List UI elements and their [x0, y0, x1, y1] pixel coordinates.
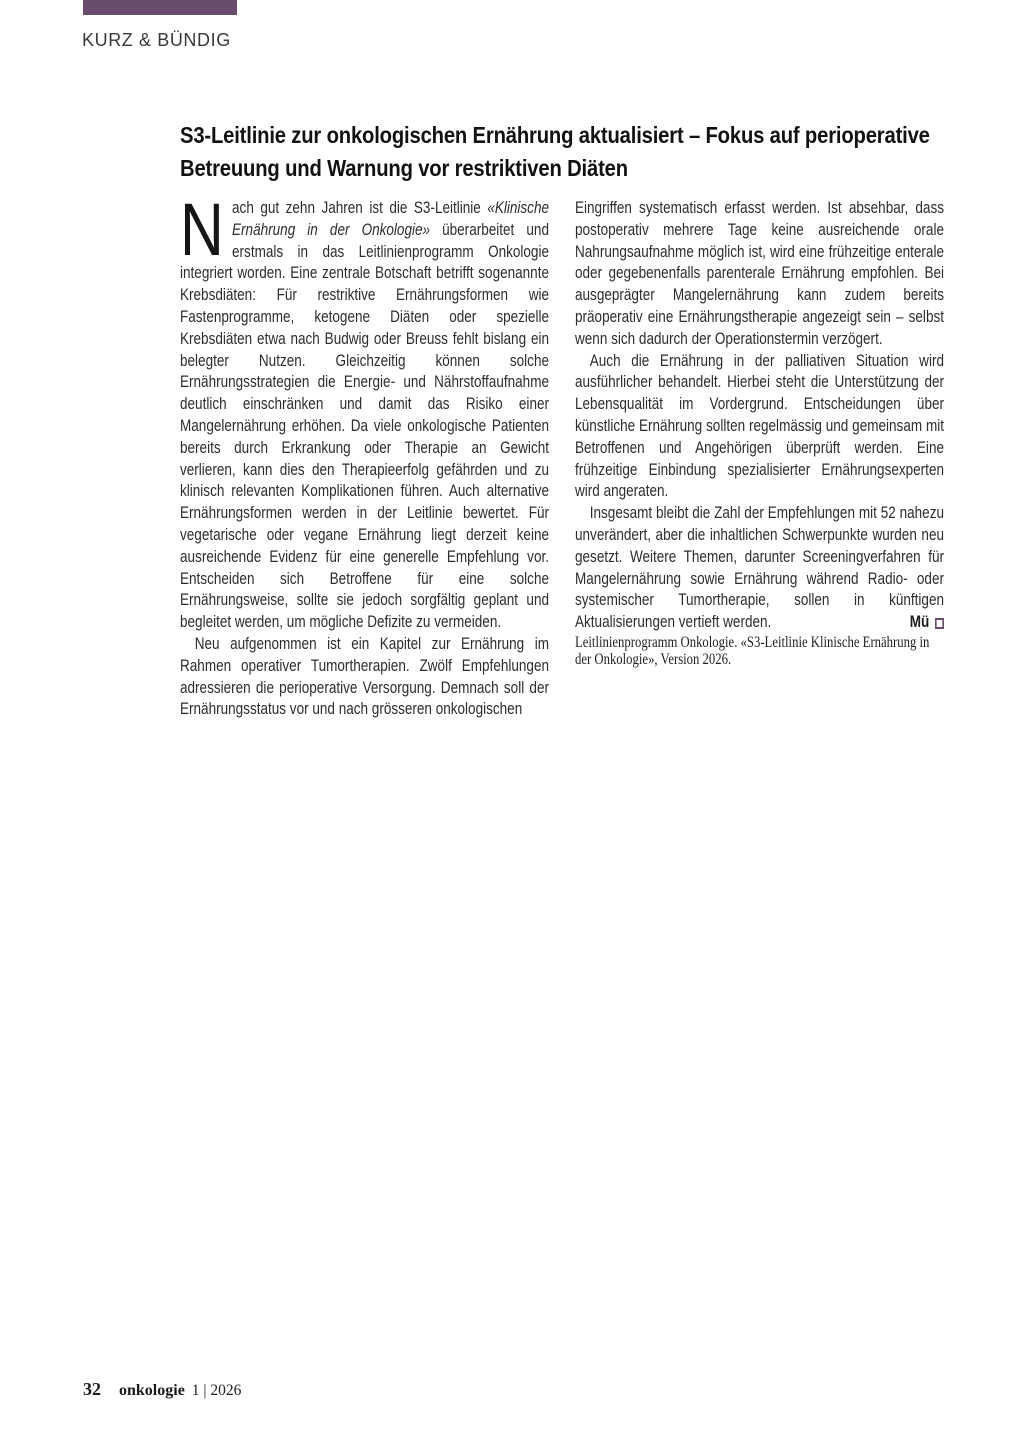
paragraph: [575, 351, 944, 504]
paragraph: [180, 188, 549, 634]
text-segment: «Klinische Ernährung in der Onkologie»: [232, 199, 549, 239]
paragraph: [180, 634, 549, 721]
article-column-right: [575, 198, 944, 669]
text-segment: Auch die Ernährung in der palliativen Situation wird ausführlicher behandelt. Hierbei steht die Unterstützung der Lebensqualität im Vordergrund. Entscheidungen über künstliche Ernährung sollten regelmässig und gemeinsam mit Betroffenen und Angehörigen überprüft werden. Eine frühzeitige Einbindung spezialisierter Ernährungsexperten wird angeraten.: [575, 351, 944, 501]
journal-name: onkologie: [119, 1382, 185, 1399]
article-title: S3-Leitlinie zur onkologischen Ernährung aktualisiert – Fokus auf perioperative Betreuung und Warnung vor restriktiven Diäten: [180, 122, 930, 181]
text-segment: Insgesamt bleibt die Zahl der Empfehlungen mit 52 nahezu unverändert, aber die inhaltlichen Schwerpunkte wurden neu gesetzt. Weitere Themen, darunter Screeningverfahren für Mangelernährung sowie Ernährung während Radio- oder systemischer Tumortherapie, sollen in künftigen Aktualisierungen vertieft werden.: [575, 504, 944, 632]
page-number: 32: [83, 1379, 101, 1399]
reference-citation: Leitlinienprogramm Onkologie. «S3-Leitlinie Klinische Ernährung in der Onkologie», Version 2026.: [575, 633, 930, 669]
text-segment: überarbeitet und erstmals in das Leitlinienprogramm Onkologie integriert worden. Eine zentrale Botschaft betrifft sogenannte Krebsdiäten: Für restriktive Ernährungsformen wie Fastenprogramme, ketogene Diäten oder spezielle Krebsdiäten etwa nach Budwig oder Breuss fehlt bislang ein belegter Nutzen. Gleichzeitig können solche Ernährungsstrategien die Energie- und Nährstoffaufnahme deutlich einschränken und damit das Risiko einer Mangelernährung erhöhen. Da viele onkologische Patienten bereits durch Erkrankung oder Therapie an Gewicht verlieren, kann dies den Therapieerfolg gefährden und zu klinisch relevanten Komplikationen führen. Auch alternative Ernährungsformen werden in der Leitlinie bewertet. Für vegetarische oder vegane Ernährung liegt derzeit keine ausreichende Evidenz für eine generelle Empfehlung vor. Entscheiden sich Betroffene für eine solche Ernährungsweise, sollte sie jedoch sorgfältig geplant und begleitet werden, um mögliche Defizite zu vermeiden.: [180, 220, 549, 632]
page-footer: [83, 1379, 241, 1400]
author-initials: Mü: [909, 613, 930, 632]
paragraph: [575, 198, 944, 351]
text-segment: ach gut zehn Jahren ist die S3-Leitlinie: [232, 199, 488, 217]
author-signature: [895, 612, 944, 634]
dropcap-letter: N: [180, 188, 224, 271]
text-segment: Neu aufgenommen ist ein Kapitel zur Ernährung im Rahmen operativer Tumortherapien. Zwölf Empfehlungen adressieren die perioperative Versorgung. Demnach soll der Ernährungsstatus vor und nach grösseren onkologischen: [180, 634, 549, 719]
text-segment: Eingriffen systematisch erfasst werden. Ist absehbar, dass postoperativ mehrere Tage keine ausreichende orale Nahrungsaufnahme möglich ist, wird eine frühzeitige enterale oder gegebenenfalls parenterale Ernährung empfohlen. Bei ausgeprägter Mangelernährung kann zudem bereits präoperativ eine Ernährungstherapie angezeigt sein – selbst wenn sich dadurch der Operationstermin verzögert.: [575, 199, 944, 348]
end-of-article-square-icon: [935, 618, 944, 629]
section-color-bar: [83, 0, 237, 15]
paragraph: [575, 503, 944, 634]
issue-label: 1 | 2026: [191, 1382, 242, 1399]
article-column-left: [180, 188, 549, 721]
section-label: KURZ & BÜNDIG: [82, 30, 231, 50]
